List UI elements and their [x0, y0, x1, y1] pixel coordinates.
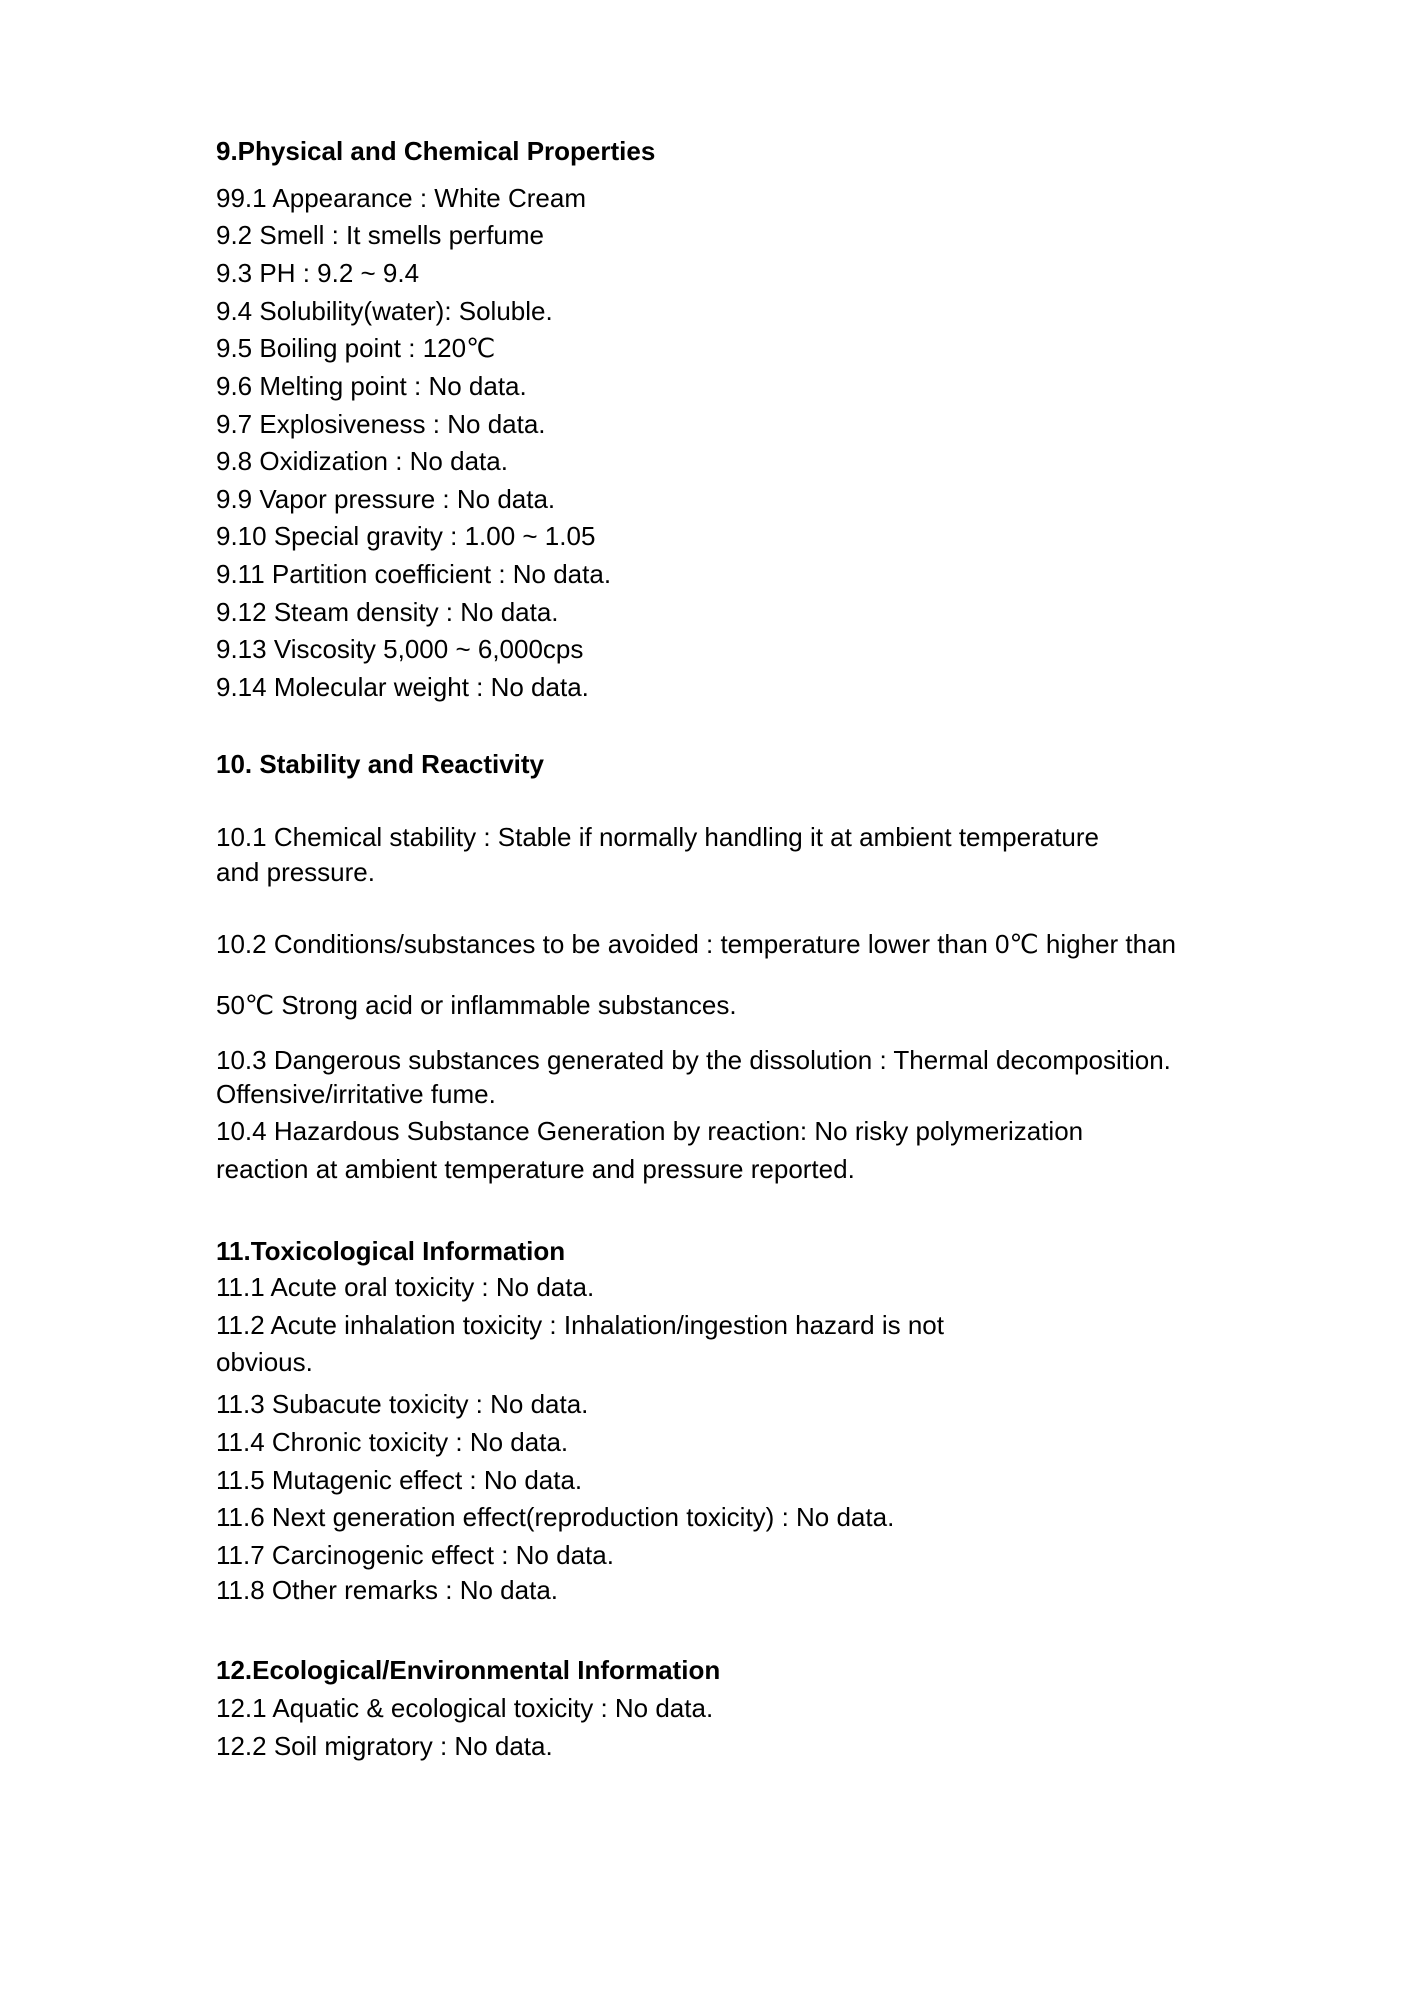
section-11-item: 11.1 Acute oral toxicity : No data.	[216, 1272, 595, 1302]
section-9-item: 9.7 Explosiveness : No data.	[216, 409, 546, 439]
section-11-item: 11.6 Next generation effect(reproduction toxicity) : No data.	[216, 1502, 895, 1532]
section-9-item: 9.11 Partition coefficient : No data.	[216, 559, 612, 589]
section-10-item: 10.4 Hazardous Substance Generation by reaction: No risky polymerization	[216, 1116, 1084, 1146]
section-11-item: 11.4 Chronic toxicity : No data.	[216, 1427, 569, 1457]
section-9-item: 9.9 Vapor pressure : No data.	[216, 484, 556, 514]
section-9-item: 9.12 Steam density : No data.	[216, 597, 559, 627]
section-9-item: 9.4 Solubility(water): Soluble.	[216, 296, 553, 326]
section-12-heading: 12.Ecological/Environmental Information	[216, 1655, 721, 1685]
section-10-item: 50℃ Strong acid or inflammable substances.	[216, 990, 737, 1020]
section-11-item: 11.5 Mutagenic effect : No data.	[216, 1465, 583, 1495]
section-10-item: 10.3 Dangerous substances generated by the dissolution : Thermal decomposition.	[216, 1045, 1171, 1075]
section-11-item: 11.8 Other remarks : No data.	[216, 1575, 558, 1605]
section-11-heading: 11.Toxicological Information	[216, 1236, 566, 1266]
section-10-item: and pressure.	[216, 857, 375, 887]
section-9-item: 9.8 Oxidization : No data.	[216, 446, 508, 476]
section-9-item: 9.10 Special gravity : 1.00 ~ 1.05	[216, 521, 596, 551]
section-11-item: 11.2 Acute inhalation toxicity : Inhalation/ingestion hazard is not	[216, 1310, 944, 1340]
section-10-item: Offensive/irritative fume.	[216, 1079, 496, 1109]
section-9-item: 9.14 Molecular weight : No data.	[216, 672, 589, 702]
section-12-item: 12.2 Soil migratory : No data.	[216, 1731, 553, 1761]
section-9-item: 9.13 Viscosity 5,000 ~ 6,000cps	[216, 634, 584, 664]
section-9-item: 9.3 PH : 9.2 ~ 9.4	[216, 258, 420, 288]
section-9-item: 9.2 Smell : It smells perfume	[216, 220, 544, 250]
section-11-item: obvious.	[216, 1347, 313, 1377]
section-10-item: 10.2 Conditions/substances to be avoided : temperature lower than 0℃ higher than	[216, 929, 1177, 959]
section-12-item: 12.1 Aquatic & ecological toxicity : No data.	[216, 1693, 714, 1723]
section-10-item: reaction at ambient temperature and pressure reported.	[216, 1154, 855, 1184]
section-9-item: 9.6 Melting point : No data.	[216, 371, 527, 401]
section-11-item: 11.7 Carcinogenic effect : No data.	[216, 1540, 614, 1570]
section-10-heading: 10. Stability and Reactivity	[216, 749, 545, 779]
section-9-heading: 9.Physical and Chemical Properties	[216, 136, 656, 166]
section-9-item: 9.5 Boiling point : 120℃	[216, 333, 496, 363]
section-10-item: 10.1 Chemical stability : Stable if normally handling it at ambient temperature	[216, 822, 1099, 852]
section-11-item: 11.3 Subacute toxicity : No data.	[216, 1389, 589, 1419]
section-9-item: 99.1 Appearance : White Cream	[216, 183, 586, 213]
